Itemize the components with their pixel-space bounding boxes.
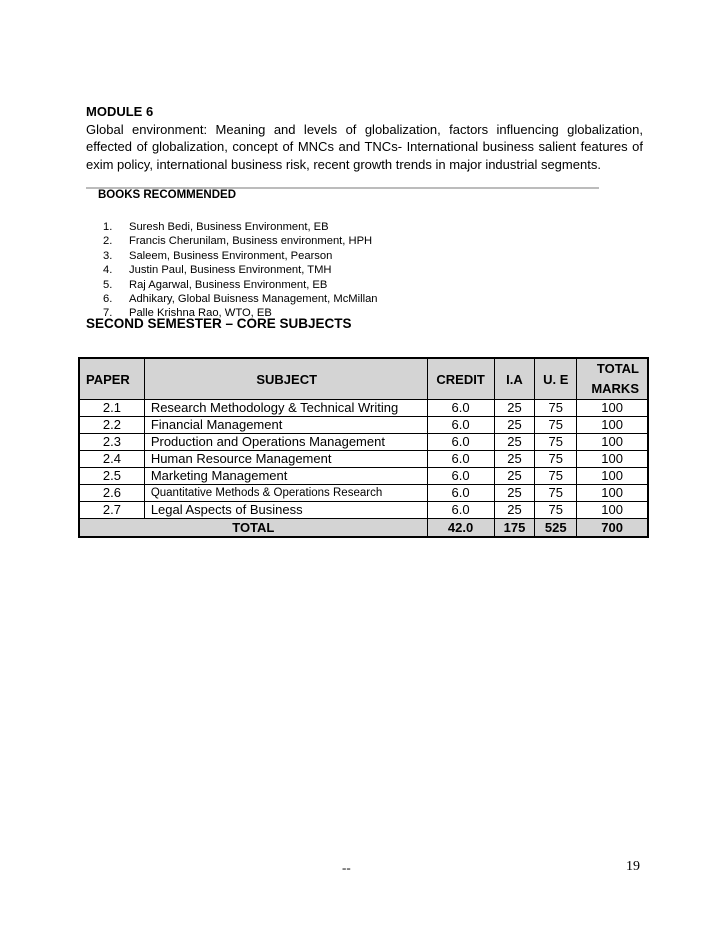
header-subject: SUBJECT xyxy=(144,358,427,400)
book-item: 1. Suresh Bedi, Business Environment, EB xyxy=(103,221,329,233)
footer-center-mark: -- xyxy=(342,860,351,875)
module-description: Global environment: Meaning and levels of globalization, factors influencing globalization, effected of globalization, concept of MNCs and TNCs- International business salient features of exim policy, international business risk, recent growth trends in major industrial segments. xyxy=(86,122,643,172)
table-row: 2.4 Human Resource Management 6.0 25 75 100 xyxy=(79,451,648,468)
book-item: 2. Francis Cherunilam, Business environment, HPH xyxy=(103,235,373,248)
book-item: 5. Raj Agarwal, Business Environment, EB xyxy=(103,278,328,291)
table-header-row xyxy=(79,358,648,400)
table-row: 2.6 Quantitative Methods & Operations Research 6.0 25 75 100 xyxy=(79,485,648,502)
total-credit: 42.0 xyxy=(427,519,494,538)
page-number: 19 xyxy=(626,859,640,874)
book-item: 6. Adhikary, Global Buisness Management, McMillan xyxy=(103,293,378,306)
total-ue: 525 xyxy=(535,519,577,538)
table-row: 2.7 Legal Aspects of Business 6.0 25 75 100 xyxy=(79,502,648,519)
header-total-marks: TOTAL MARKS xyxy=(577,358,648,400)
table-row: 2.2 Financial Management 6.0 25 75 100 xyxy=(79,417,648,434)
total-label: TOTAL xyxy=(79,519,427,538)
total-marks: 700 xyxy=(577,519,648,538)
header-credit: CREDIT xyxy=(427,358,494,400)
book-item: 7. Palle Krishna Rao, WTO, EB xyxy=(103,307,272,320)
table-row: 2.3 Production and Operations Management 6.0 25 75 100 xyxy=(79,434,648,451)
semester-heading: SECOND SEMESTER – CORE SUBJECTS xyxy=(86,316,352,331)
module-title: MODULE 6 xyxy=(86,104,154,119)
books-recommended-heading: BOOKS RECOMMENDED xyxy=(98,189,237,201)
header-paper: PAPER xyxy=(79,358,144,400)
table-total-row xyxy=(79,519,648,538)
table-row: 2.5 Marketing Management 6.0 25 75 100 xyxy=(79,468,648,485)
book-item: 3. Saleem, Business Environment, Pearson xyxy=(103,249,333,262)
core-subjects-table xyxy=(78,357,649,538)
book-item: 4. Justin Paul, Business Environment, TMH xyxy=(103,264,332,277)
header-ue: U. E xyxy=(535,358,577,400)
books-list xyxy=(103,220,378,321)
total-ia: 175 xyxy=(494,519,535,538)
table-row: 2.1 Research Methodology & Technical Writing 6.0 25 75 100 xyxy=(79,400,648,417)
header-ia: I.A xyxy=(494,358,535,400)
